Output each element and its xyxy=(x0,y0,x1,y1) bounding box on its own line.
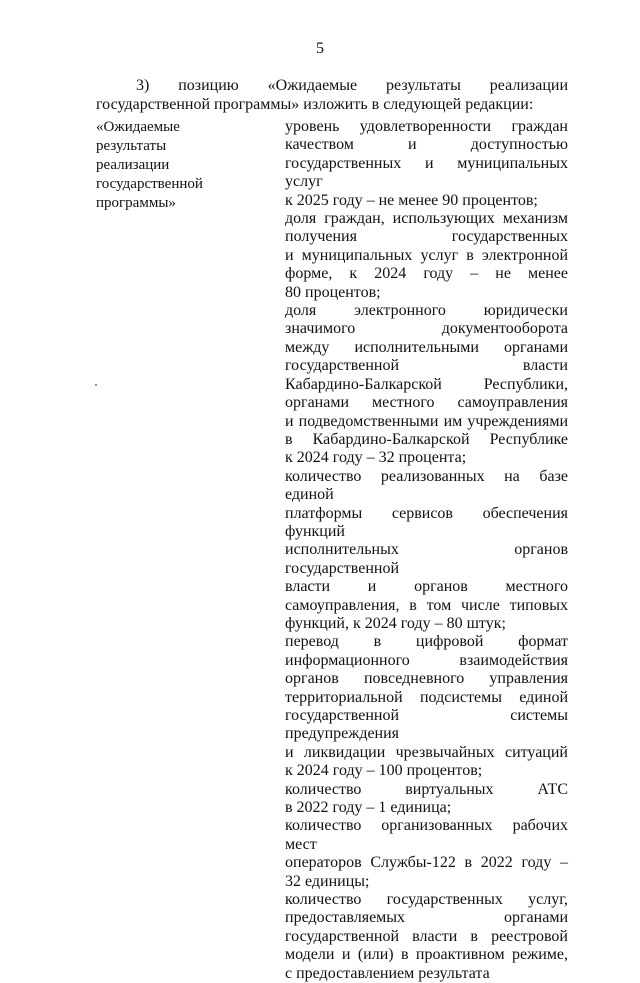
expected-result-line: и подведомственными им учреждениями xyxy=(285,412,568,430)
expected-result-line: операторов Службы-122 в 2022 году – xyxy=(285,854,568,872)
expected-result-item xyxy=(285,817,568,891)
expected-result-line: между исполнительными органами xyxy=(285,338,568,356)
position-label-line: результаты xyxy=(96,138,167,154)
expected-result-line: Кабардино-Балкарской Республики, xyxy=(285,375,568,393)
expected-result-line: платформы сервисов обеспечения функций xyxy=(285,504,568,540)
position-label-line: «Ожидаемые xyxy=(96,119,180,135)
expected-result-line: форме, к 2024 году – не менее xyxy=(285,265,568,283)
expected-result-line: к 2024 году – 100 процентов; xyxy=(285,762,483,780)
expected-result-item xyxy=(285,468,568,634)
expected-result-line: к 2024 году – 32 процента; xyxy=(285,449,467,467)
expected-result-line: государственной власти xyxy=(285,357,568,375)
expected-result-line: государственной власти в реестровой xyxy=(285,927,568,945)
position-label xyxy=(96,118,266,213)
expected-result-line: исполнительных органов государственной xyxy=(285,541,568,577)
page-number: 5 xyxy=(316,40,324,57)
expected-result-line: государственной системы предупреждения xyxy=(285,707,568,743)
expected-result-line: количество реализованных на базе единой xyxy=(285,467,568,504)
expected-result-line: самоуправления, в том числе типовых xyxy=(285,596,568,614)
expected-result-line: к 2025 году – не менее 90 процентов; xyxy=(285,191,538,209)
expected-result-item xyxy=(285,118,568,210)
expected-result-line: 32 единицы; xyxy=(285,872,370,890)
position-label-line: реализации xyxy=(96,157,170,173)
expected-result-item xyxy=(285,210,568,302)
position-label-line: государственной xyxy=(96,176,203,192)
expected-result-line: количество организованных рабочих мест xyxy=(285,817,568,853)
expected-result-line: органами местного самоуправления xyxy=(285,394,568,412)
position-label-line: программы» xyxy=(96,195,176,211)
expected-result-line: территориальной подсистемы единой xyxy=(285,688,568,706)
expected-result-line: с предоставлением результата xyxy=(285,964,490,982)
expected-result-line: доля электронного юридически xyxy=(285,302,568,320)
expected-result-line: получения государственных xyxy=(285,228,568,246)
expected-result-line: власти и органов местного xyxy=(285,578,568,596)
expected-result-line: уровень удовлетворенности граждан xyxy=(285,118,568,135)
expected-result-line: 80 процентов; xyxy=(285,283,381,301)
expected-result-line: модели и (или) в проактивном режиме, xyxy=(285,946,568,964)
expected-result-line: количество государственных услуг, xyxy=(285,891,568,909)
expected-result-line: предоставляемых органами xyxy=(285,909,568,927)
expected-result-line: качеством и доступностью xyxy=(285,136,568,154)
expected-result-line: количество виртуальных АТС xyxy=(285,780,568,798)
expected-result-line: в Кабардино-Балкарской Республике xyxy=(285,430,568,448)
expected-result-line: и ликвидации чрезвычайных ситуаций xyxy=(285,743,568,761)
expected-result-item xyxy=(285,781,568,818)
expected-result-line: функций, к 2024 году – 80 штук; xyxy=(285,614,506,632)
intro-paragraph: 3) позицию «Ожидаемые результаты реализации государственной программы» изложить в следующей редакции: xyxy=(96,77,568,113)
expected-result-line: доля граждан, использующих механизм xyxy=(285,210,568,228)
expected-results-list xyxy=(285,118,568,983)
expected-result-line: информационного взаимодействия xyxy=(285,651,568,669)
expected-result-line: значимого документооборота xyxy=(285,320,568,338)
expected-result-line: государственных и муниципальных услуг xyxy=(285,154,568,191)
expected-result-line: и муниципальных услуг в электронной xyxy=(285,246,568,264)
expected-result-item xyxy=(285,633,568,780)
scan-speck xyxy=(95,384,97,386)
expected-result-line: в 2022 году – 1 единица; xyxy=(285,799,452,817)
expected-result-line: органов повседневного управления xyxy=(285,670,568,688)
expected-result-item xyxy=(285,302,568,468)
expected-result-line: перевод в цифровой формат xyxy=(285,633,568,651)
